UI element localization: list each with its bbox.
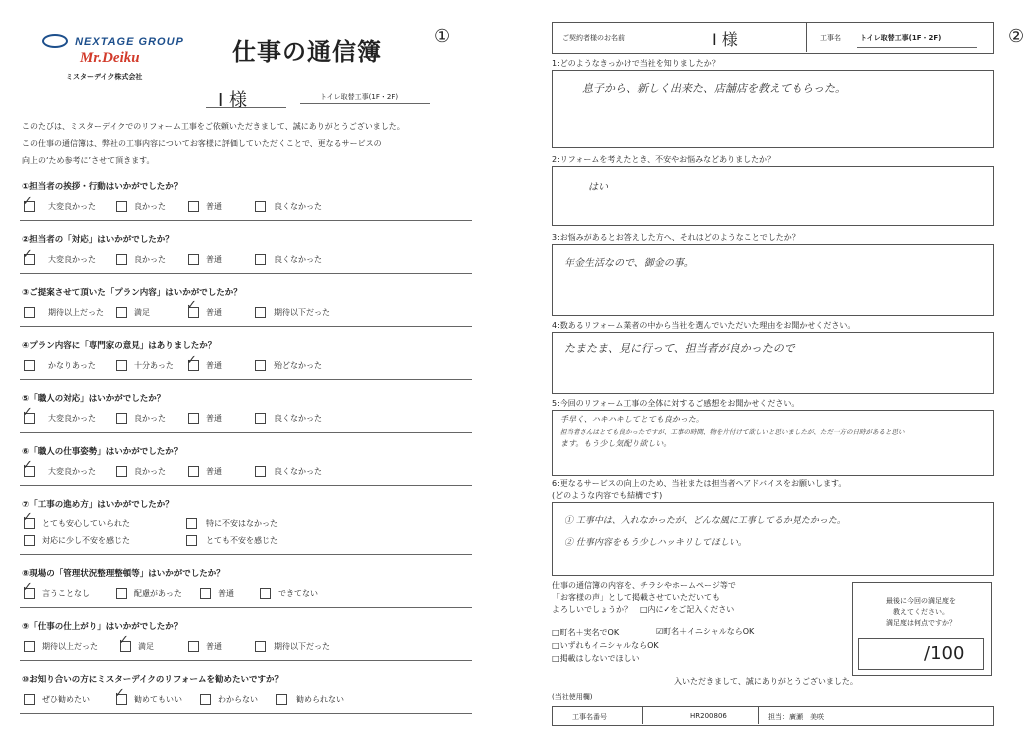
q1-answer: 息子から、新しく出来た、店舗店を教えてもらった。 (582, 82, 846, 95)
question-3-label: ③ご提案させて頂いた「プラン内容」はいかがでしたか？ (22, 288, 242, 298)
consent-option-2[interactable] (656, 626, 754, 637)
q2-option-1-label: 大変良かった (48, 255, 96, 264)
q7-option-4-label: とても不安を感じた (206, 536, 278, 545)
q6-option-3-label: 普通 (206, 467, 222, 476)
checkmark-icon: ✓ (22, 510, 33, 525)
q6-answer-line: ② 仕事内容をもう少しハッキリしてほしい。 (564, 538, 747, 548)
rating-prompt (858, 596, 984, 629)
q9-option-4-label: 期待以下だった (274, 642, 330, 651)
q8-option-1-label: 言うことなし (42, 589, 90, 598)
q4-answer: たまたま、見に行って、担当者が良かったので (564, 342, 795, 355)
thanks-text: 入いただきまして、誠にありがとうございました。 (674, 677, 858, 686)
page-number: ① (434, 26, 451, 47)
q2-option-3-checkbox[interactable] (188, 254, 199, 265)
customer-label: ご契約者様のお名前 (562, 34, 625, 42)
work-label: 工事名 (820, 34, 841, 42)
q5-answer (560, 414, 990, 450)
q8-option-2-label: 配慮があった (134, 589, 182, 598)
q6-label-sub: (どのような内容でも結構です) (552, 491, 663, 500)
consent-line: 「お客様の声」として掲載させていただいても (552, 593, 720, 602)
q5-answer-line: 担当者さんはとても良かったですが、工事の時間、物を片付けて欲しいと思いましたが、ただ一方の日時があると思い (560, 428, 905, 436)
checkmark-icon: ✓ (22, 405, 33, 420)
brand-logo (42, 30, 184, 49)
q9-option-2-label: 満足 (138, 642, 154, 651)
q10-option-1-checkbox[interactable] (24, 694, 35, 705)
q2-answer: はい (588, 182, 608, 193)
q3-option-4-checkbox[interactable] (255, 307, 266, 318)
q4-option-2-label: 十分あった (134, 361, 174, 370)
intro-text (22, 118, 405, 169)
customer-name: I 様 (218, 90, 248, 111)
q1-option-2-checkbox[interactable] (116, 201, 127, 212)
consent-option-label: 掲載はしないでほしい (559, 654, 640, 663)
q10-option-4-label: 勧められない (296, 695, 344, 704)
q5-option-3-label: 普通 (206, 414, 222, 423)
q1-option-2-label: 良かった (134, 202, 166, 211)
q5-option-2-label: 良かった (134, 414, 166, 423)
q7-option-2-label: 特に不安はなかった (206, 519, 278, 528)
q5-option-4-label: 良くなかった (274, 414, 322, 423)
q6-option-4-checkbox[interactable] (255, 466, 266, 477)
checkmark-icon: ✓ (22, 580, 33, 595)
company-name: ミスターデイク株式会社 (66, 73, 143, 81)
q7-option-4-checkbox[interactable] (186, 535, 197, 546)
q1-option-4-checkbox[interactable] (255, 201, 266, 212)
q9-option-3-checkbox[interactable] (188, 641, 199, 652)
customer-name: I 様 (712, 30, 738, 49)
intro-line: このたびは、ミスターデイクでのリフォーム工事をご依頼いただきまして、誠にありがとうございました。 (22, 122, 405, 131)
rating-prompt-line: 教えてください。 (893, 608, 949, 616)
intro-line: 向上の‘ため参考に’させて頂きます。 (22, 156, 155, 165)
checkbox-icon[interactable]: □ (552, 654, 560, 663)
q2-label: 2:リフォームを考えたとき、不安やお悩みなどありましたか？ (552, 155, 776, 164)
q10-option-3-checkbox[interactable] (200, 694, 211, 705)
checkmark-icon: ✓ (186, 298, 197, 313)
q3-option-1-label: 期待以上だった (48, 308, 104, 317)
consent-option-label: 町名＋イニシャルならOK (663, 627, 755, 636)
q6-label: 6:更なるサービスの向上のため、当社または担当者へアドバイスをお願いします。 (552, 479, 847, 488)
q7-option-3-label: 対応に少し不安を感じた (42, 536, 130, 545)
q8-option-4-checkbox[interactable] (260, 588, 271, 599)
q5-answer-line: ます。もう少し気配り欲しい。 (560, 439, 672, 448)
q8-option-3-label: 普通 (218, 589, 234, 598)
q3-option-1-checkbox[interactable] (24, 307, 35, 318)
question-4-label: ④プラン内容に「専門家の意見」はありましたか？ (22, 341, 217, 351)
question-6-label: ⑥「職人の仕事姿勢」はいかがでしたか？ (22, 447, 183, 457)
q3-option-4-label: 期待以下だった (274, 308, 330, 317)
q3-answer: 年金生活なので、御金の事。 (564, 258, 694, 269)
checkmark-icon: ✓ (114, 686, 125, 701)
checkmark-icon: ✓ (22, 458, 33, 473)
q3-option-2-label: 満足 (134, 308, 150, 317)
brand-sub: Mr.Deiku (80, 50, 140, 66)
q6-answer-line: ① 工事中は、入れなかったが、どんな風に工事してるか見たかった。 (564, 516, 846, 526)
checkbox-icon[interactable]: □ (552, 641, 560, 650)
q4-option-1-checkbox[interactable] (24, 360, 35, 371)
q2-option-4-checkbox[interactable] (255, 254, 266, 265)
q5-option-4-checkbox[interactable] (255, 413, 266, 424)
consent-line: よろしいでしょうか？ □内に✓をご記入ください (552, 605, 735, 614)
q6-option-4-label: 良くなかった (274, 467, 322, 476)
question-10-label: ⑩お知り合いの方にミスターデイクのリフォームを勧めたいですか？ (22, 675, 284, 685)
footer-value: HR200806 (690, 712, 727, 720)
question-5-label: ⑤「職人の対応」はいかがでしたか？ (22, 394, 166, 404)
q8-option-3-checkbox[interactable] (200, 588, 211, 599)
q9-option-1-label: 期待以上だった (42, 642, 98, 651)
q5-option-3-checkbox[interactable] (188, 413, 199, 424)
q7-option-2-checkbox[interactable] (186, 518, 197, 529)
q4-option-4-label: 殆どなかった (274, 361, 322, 370)
checkmark-icon: ✓ (22, 247, 33, 262)
intro-line: この仕事の通信簿は、弊社の工事内容についてお客様に評価していただくことで、更なるサービスの (22, 139, 382, 148)
q4-option-4-checkbox[interactable] (255, 360, 266, 371)
q5-option-2-checkbox[interactable] (116, 413, 127, 424)
question-7-label: ⑦「工事の進め方」はいかがでしたか？ (22, 500, 174, 510)
work-name: トイレ取替工事(1F・2F) (860, 34, 942, 42)
question-2-label: ②担当者の「対応」はいかがでしたか？ (22, 235, 174, 245)
q6-option-3-checkbox[interactable] (188, 466, 199, 477)
page-number: ② (1008, 26, 1024, 47)
checkmark-icon: ✓ (22, 194, 33, 209)
checkbox-icon[interactable]: □ (552, 628, 560, 637)
q2-option-3-label: 普通 (206, 255, 222, 264)
q5-answer-line: 手早く、ハキハキしてとても良かった。 (560, 415, 704, 424)
q1-option-1-label: 大変良かった (48, 202, 96, 211)
question-9-label: ⑨「仕事の仕上がり」はいかがでしたか？ (22, 622, 183, 632)
work-name: トイレ取替工事(1F・2F) (320, 93, 399, 101)
consent-option-3[interactable] (552, 639, 659, 652)
q6-option-2-label: 良かった (134, 467, 166, 476)
q2-answer-box (552, 166, 994, 226)
q4-option-2-checkbox[interactable] (116, 360, 127, 371)
q5-label: 5:今回のリフォーム工事の全体に対するご感想をお聞かせください。 (552, 399, 800, 408)
q10-option-3-label: わからない (218, 695, 258, 704)
page-2 (512, 0, 1024, 736)
page-title: 仕事の通信簿 (232, 38, 382, 66)
q8-option-2-checkbox[interactable] (116, 588, 127, 599)
q1-option-3-label: 普通 (206, 202, 222, 211)
question-1-label: ①担当者の挨拶・行動はいかがでしたか？ (22, 182, 183, 192)
score-value: /100 (924, 643, 965, 664)
brand-name: NEXTAGE GROUP (75, 36, 184, 48)
q2-option-4-label: 良くなかった (274, 255, 322, 264)
q6-option-1-label: 大変良かった (48, 467, 96, 476)
brand-swoosh-icon (42, 34, 68, 48)
q6-answer (564, 510, 846, 554)
q10-option-2-label: 勧めてもいい (134, 695, 182, 704)
q8-option-4-label: できてない (278, 589, 318, 598)
q9-option-4-checkbox[interactable] (255, 641, 266, 652)
q7-option-3-checkbox[interactable] (24, 535, 35, 546)
q1-label: 1:どのようなきっかけで当社を知りましたか？ (552, 59, 720, 68)
q3-label: 3:お悩みがあるとお答えした方へ、それはどのようなことでしたか？ (552, 233, 800, 242)
q2-option-2-label: 良かった (134, 255, 166, 264)
q9-option-3-label: 普通 (206, 642, 222, 651)
q3-option-2-checkbox[interactable] (116, 307, 127, 318)
score-field[interactable] (858, 638, 984, 670)
q10-option-1-label: ぜひ勧めたい (42, 695, 90, 704)
rating-prompt-line: 満足度は何点ですか？ (886, 619, 956, 627)
consent-option-label: 町名＋実名でOK (559, 628, 620, 637)
q6-option-2-checkbox[interactable] (116, 466, 127, 477)
consent-line: 仕事の通信簿の内容を、チラシやホームページ等で (552, 581, 736, 590)
q2-option-2-checkbox[interactable] (116, 254, 127, 265)
footer-label: 工事名番号 (572, 713, 607, 721)
q5-option-1-label: 大変良かった (48, 414, 96, 423)
q10-option-4-checkbox[interactable] (276, 694, 287, 705)
consent-option-label: いずれもイニシャルならOK (559, 641, 659, 650)
consent-options (552, 626, 659, 665)
q4-option-3-label: 普通 (206, 361, 222, 370)
q3-option-3-label: 普通 (206, 308, 222, 317)
q7-option-1-label: とても安心していられた (42, 519, 130, 528)
office-use-label: (当社使用欄) (552, 693, 593, 701)
q9-option-1-checkbox[interactable] (24, 641, 35, 652)
q1-option-3-checkbox[interactable] (188, 201, 199, 212)
consent-text (552, 580, 736, 616)
q4-label: 4:数あるリフォーム業者の中から当社を選んでいただいた理由をお聞かせください。 (552, 321, 856, 330)
rating-prompt-line: 最後に今回の満足度を (886, 597, 956, 605)
consent-option-1[interactable] (552, 626, 659, 639)
checkmark-icon: ✓ (118, 633, 129, 648)
checkmark-icon: ✓ (186, 353, 197, 368)
question-8-label: ⑧現場の「管理状況整理整頓等」はいかがでしたか？ (22, 569, 225, 579)
q1-option-4-label: 良くなかった (274, 202, 322, 211)
q4-option-1-label: かなりあった (48, 361, 96, 370)
consent-option-4[interactable] (552, 652, 659, 665)
checked-checkbox-icon[interactable]: ☑ (656, 627, 664, 636)
footer-person: 担当：廣瀬 美咲 (768, 713, 824, 721)
